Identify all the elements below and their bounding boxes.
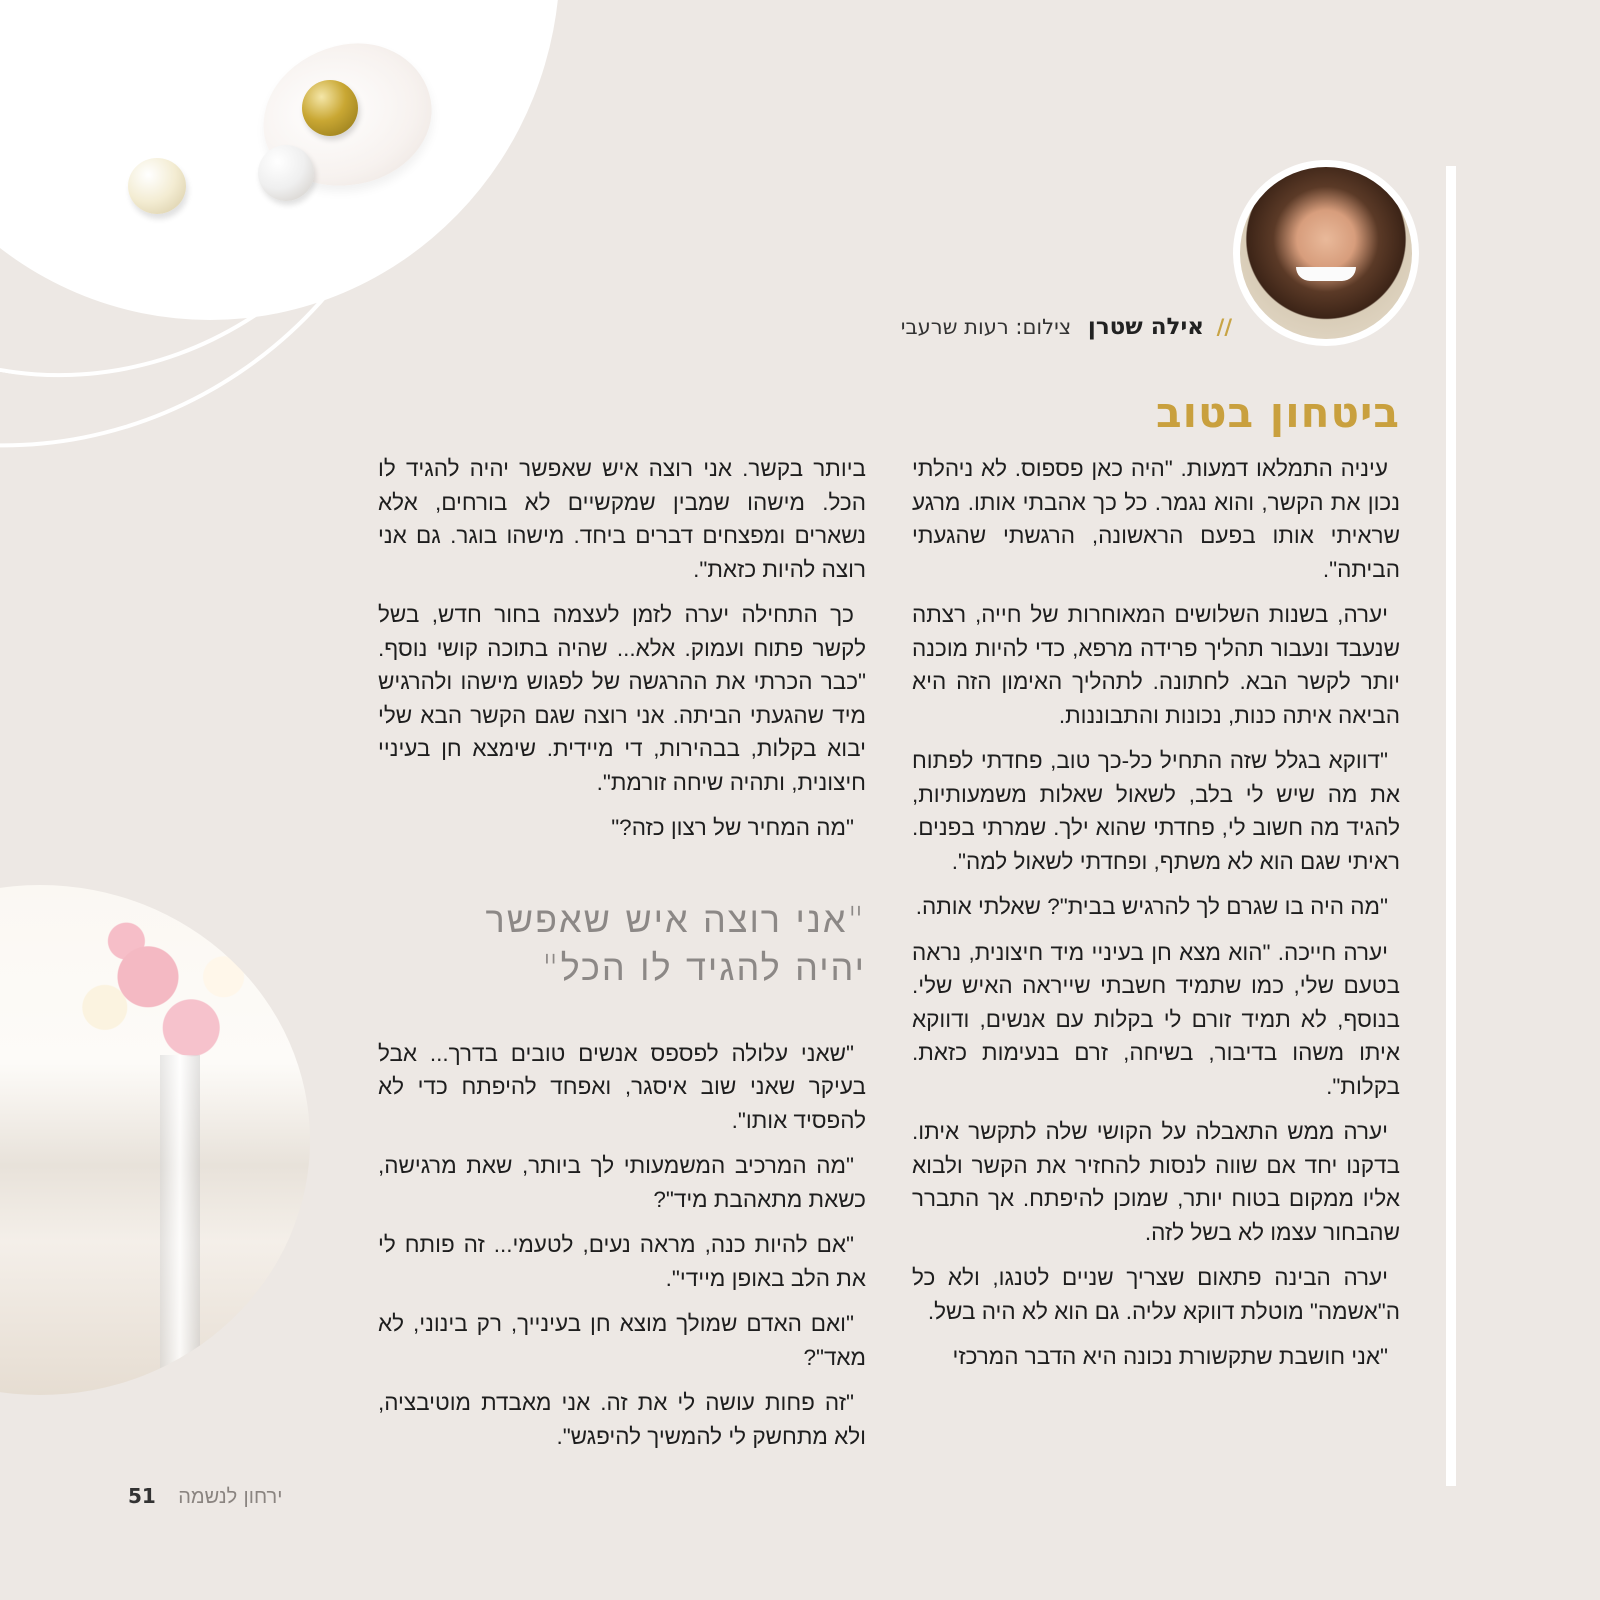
paragraph: "זה פחות עושה לי את זה. אני מאבדת מוטיבציה, ולא מתחשק לי להמשיך להיפגש". — [378, 1390, 866, 1449]
pull-quote: "אני רוצה איש שאפשר יהיה להגיד לו הכל" — [485, 899, 866, 989]
wedding-photo — [0, 885, 310, 1395]
glass-vase — [160, 1055, 200, 1395]
paragraph: "מה המרכיב המשמעותי לך ביותר, שאת מרגישה, כשאת מתאהבת מיד"? — [378, 1153, 866, 1212]
paragraph: יערה חייכה. "הוא מצא חן בעיניי מיד חיצונית, נראה בטעם שלי, כמו שתמיד חשבתי שייראה האיש שלי. בנוסף, לא תמיד זורם לי בקלות עם אנשים, ודווקא איתו משהו בדיבור, בשיחה, זרם בנעימות כזאת. בקלות". — [912, 939, 1400, 1099]
paragraph: "דווקא בגלל שזה התחיל כל-כך טוב, פחדתי לפתוח את מה שיש לי בלב, לשאול שאלות משמעותיות, להגיד מה חשוב לי, פחדתי שהוא ילך. שמרתי בפנים. ראיתי שגם הוא לא משתף, ופחדתי לשאול למה". — [912, 748, 1400, 874]
paragraph: "ואם האדם שמולך מוצא חן בעינייך, רק בינוני, לא מאד"? — [378, 1311, 866, 1370]
byline — [901, 314, 1232, 340]
paragraph: עיניה התמלאו דמעות. "היה כאן פספוס. לא ניהלתי נכון את הקשר, והוא נגמר. כל כך אהבתי אותו. מרגע שראיתי אותו בפעם הראשונה, הרגשתי שהגעתי הביתה". — [912, 456, 1400, 582]
paragraph: ביותר בקשר. אני רוצה איש שאפשר יהיה להגיד לו הכל. מישהו שמבין שמקשיים לא בורחים, אלא נשארים ומפצחים דברים ביחד. מישהו בוגר. גם אני רוצה להיות כזאת". — [378, 456, 866, 582]
article-headline: ביטחון בטוב — [1156, 388, 1400, 437]
cream-pearl-icon — [128, 158, 186, 214]
vertical-divider — [1446, 166, 1456, 1486]
paragraph: "מה היה בו שגרם לך להרגיש בבית"? שאלתי אותה. — [915, 894, 1388, 919]
paragraph: יערה, בשנות השלושים המאוחרות של חייה, רצתה שנעבד ונעבור תהליך פרידה מרפא, כדי להיות מוכנה יותר לקשר הבא. לחתונה. לתהליך האימון הזה היא הביאה איתה כנות, נכונות והתבוננות. — [912, 602, 1400, 728]
magazine-name: ירחון לנשמה — [178, 1484, 283, 1508]
paragraph: "מה המחיר של רצון כזה?" — [611, 815, 854, 840]
gold-pearl-icon — [302, 80, 358, 136]
photo-credit-label: צילום: — [1015, 315, 1072, 339]
page-footer — [128, 1484, 282, 1509]
author-portrait-image — [1240, 167, 1412, 339]
paragraph: "אני חושבת שתקשורת נכונה היא הדבר המרכזי — [952, 1344, 1388, 1369]
paragraph: כך התחילה יערה לזמן לעצמה בחור חדש, בשל לקשר פתוח ועמוק. אלא... שהיה בתוכה קושי נוסף. "כבר הכרתי את ההרגשה של לפגוש מישהו ולהרגיש מיד שהגעתי הביתה. אני רוצה שגם הקשר הבא שלי יבוא בקלות, בבהירות, די מיידית. שימצא חן בעיניי חיצונית, ותהיה שיחה זורמת". — [378, 602, 866, 795]
paragraph: יערה ממש התאבלה על הקושי שלה לתקשר איתו. בדקנו יחד אם שווה לנסות להחזיר את הקשר ולבוא אליו ממקום בטוח יותר, שמוכן להיפתח. אך התברר שהבחור עצמו לא בשל לזה. — [912, 1119, 1400, 1245]
page-number: 51 — [128, 1484, 156, 1508]
white-pearl-icon — [258, 145, 314, 201]
author-photo — [1233, 160, 1419, 346]
paragraph: "אם להיות כנה, מראה נעים, לטעמי... זה פותח לי את הלב באופן מיידי". — [378, 1232, 866, 1291]
article-column-right — [912, 452, 1400, 1386]
article-column-left — [378, 452, 866, 1465]
photo-credit-name: רעות שרעבי — [900, 315, 1009, 339]
paragraph: יערה הבינה פתאום שצריך שניים לטנגו, ולא כל ה"אשמה" מוטלת דווקא עליה. גם הוא לא היה בשל. — [912, 1265, 1400, 1324]
author-name: אילה שטרן — [1087, 314, 1204, 340]
paragraph: "שאני עלולה לפספס אנשים טובים בדרך... אבל בעיקר שאני שוב איסגר, ואפחד להיפתח כדי לא להפסיד אותו". — [378, 1040, 866, 1133]
byline-slashes: // — [1216, 315, 1232, 339]
